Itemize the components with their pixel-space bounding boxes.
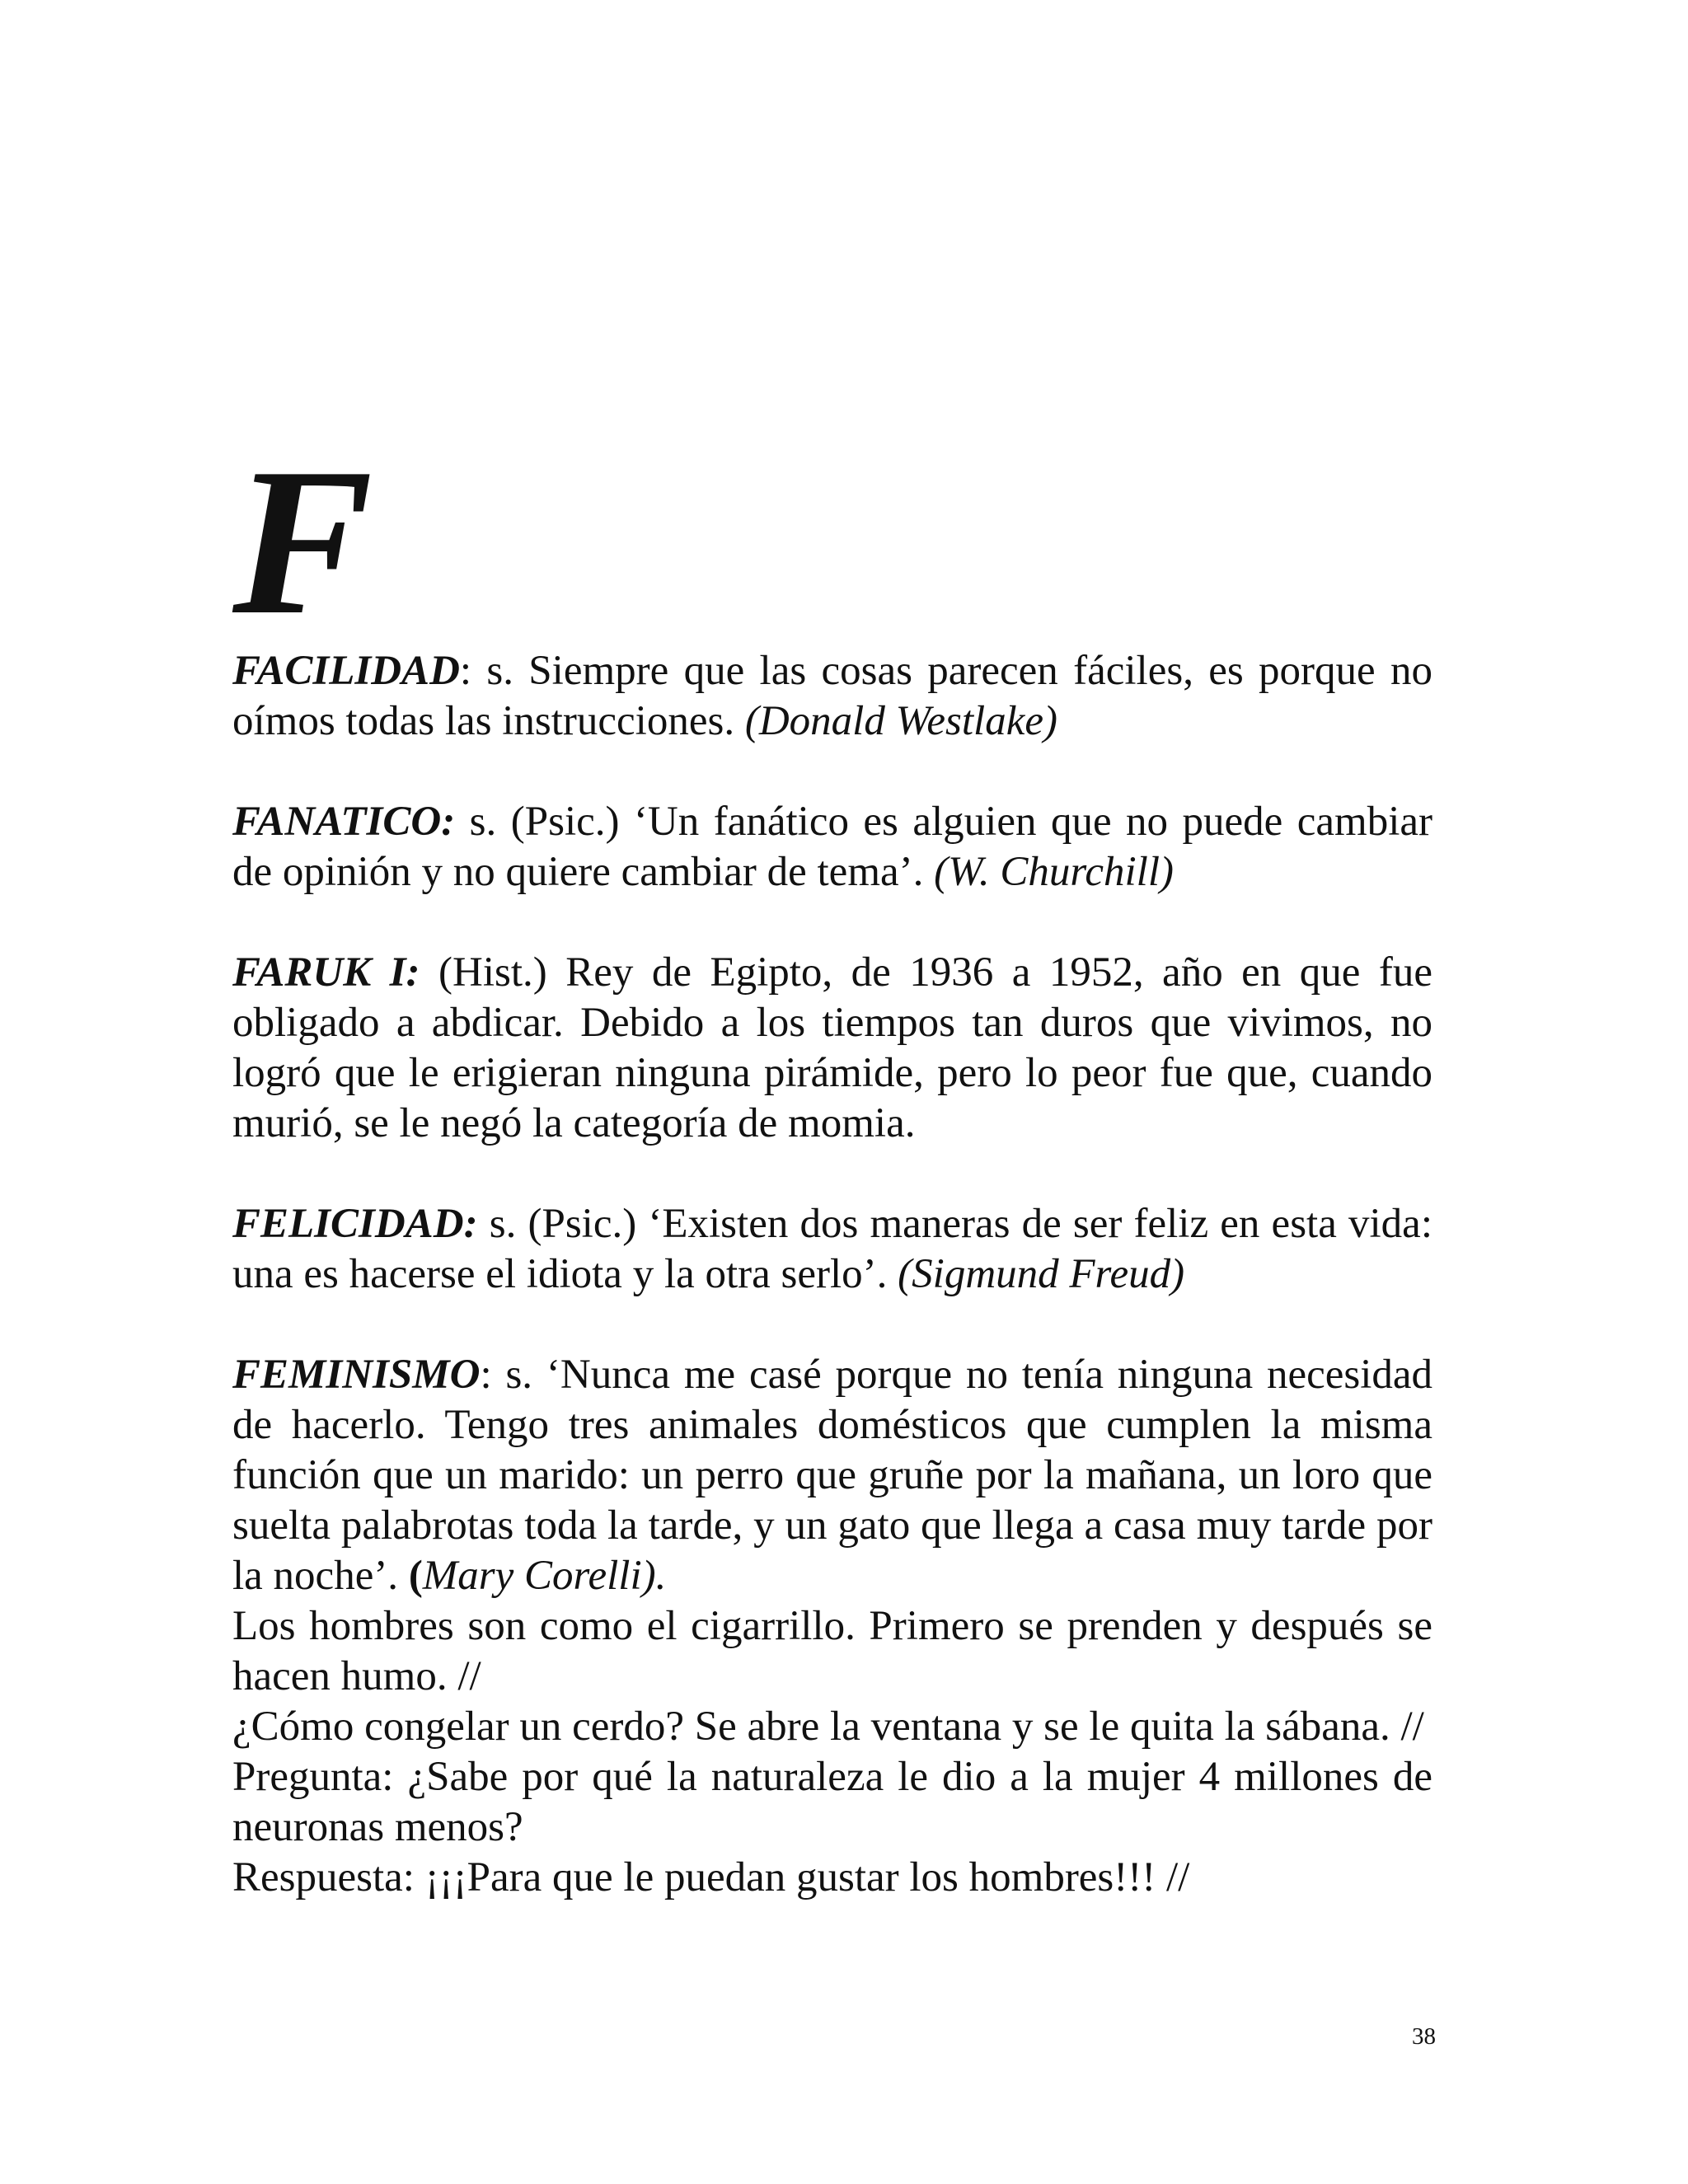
- joke-line: Respuesta: ¡¡¡Para que le puedan gustar los hombres!!! //: [232, 1854, 1190, 1900]
- joke-line: Los hombres son como el cigarrillo. Primero se prenden y después se hacen humo. //: [232, 1603, 1432, 1699]
- entry-feminismo: [232, 1350, 1432, 1601]
- section-letter: F: [232, 425, 373, 658]
- entry-citation: (W. Churchill): [934, 849, 1175, 895]
- entry-felicidad: [232, 1199, 1432, 1300]
- entry-headword: FEMINISMO: [232, 1352, 481, 1398]
- entry-headword: FELICIDAD:: [232, 1201, 478, 1247]
- joke-line: ¿Cómo congelar un cerdo? Se abre la ventana y se le quita la sábana. //: [232, 1704, 1424, 1750]
- entry-separator: :: [480, 1352, 492, 1398]
- entry-headword: FARUK I:: [232, 949, 420, 996]
- entry-citation: Mary Corelli).: [422, 1553, 667, 1599]
- entry-citation: (Sigmund Freud): [898, 1251, 1185, 1297]
- entry-headword: FACILIDAD: [232, 648, 460, 694]
- entry-definition: s. ‘Nunca me casé porque no tenía ninguna necesidad de hacerlo. Tengo tres animales domésticos que cumplen la misma función que un marido: un perro que gruñe por la mañana, un loro que suelta palabrotas toda la tarde, y un gato que llega a casa muy tarde por la noche’.: [232, 1352, 1432, 1599]
- entry-faruk: [232, 948, 1432, 1149]
- entry-definition: s. (Psic.) ‘Existen dos maneras de ser feliz en esta vida: una es hacerse el idiota y la otra serlo’.: [232, 1201, 1432, 1297]
- entry-citation: (Donald Westlake): [744, 698, 1057, 744]
- entry-separator: :: [459, 648, 472, 694]
- entry-citation-open: (: [408, 1553, 423, 1599]
- entry-definition: s. Siempre que las cosas parecen fáciles, es porque no oímos todas las instrucciones.: [232, 648, 1432, 744]
- dictionary-body: [232, 646, 1432, 1903]
- joke-line: Pregunta: ¿Sabe por qué la naturaleza le dio a la mujer 4 millones de neuronas menos?: [232, 1754, 1432, 1850]
- entry-facilidad: [232, 646, 1432, 747]
- entry-fanatico: [232, 797, 1432, 898]
- entry-definition: (Hist.) Rey de Egipto, de 1936 a 1952, año en que fue obligado a abdicar. Debido a los tiempos tan duros que vivimos, no logró que le erigieran ninguna pirámide, pero lo peor fue que, cuando murió, se le negó la categoría de momia.: [232, 949, 1432, 1146]
- page-number: 38: [1412, 2023, 1436, 2050]
- entry-headword: FANATICO:: [232, 799, 456, 845]
- entry-definition: s. (Psic.) ‘Un fanático es alguien que no puede cambiar de opinión y no quiere cambiar de tema’.: [232, 799, 1432, 895]
